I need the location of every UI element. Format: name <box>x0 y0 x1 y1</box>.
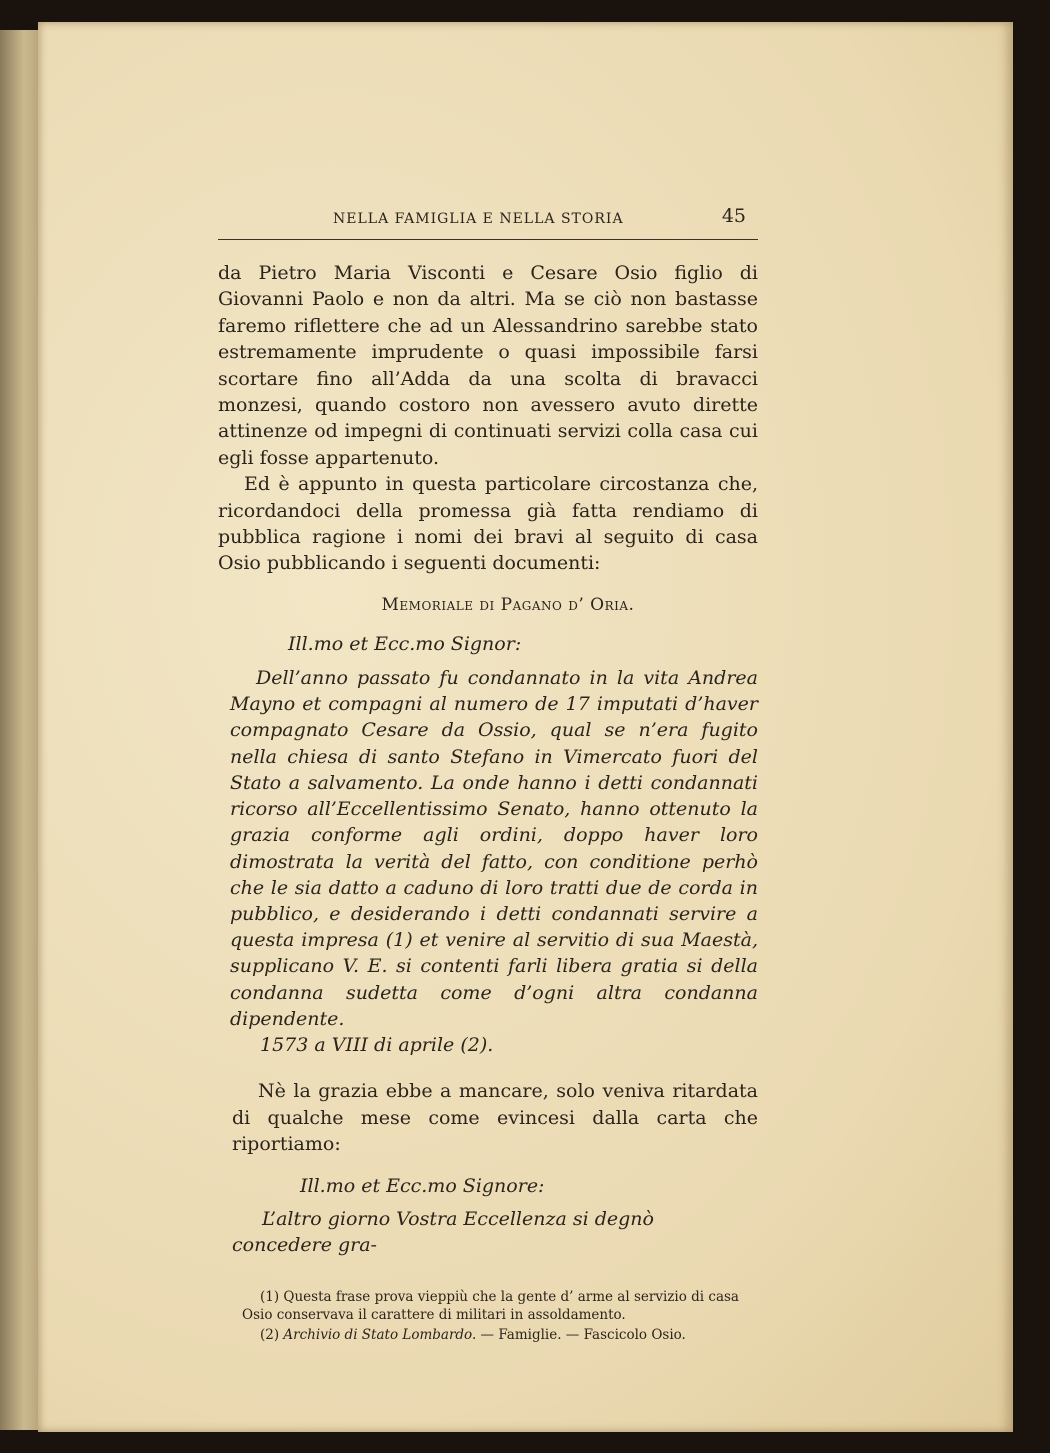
paragraph-1: da Pietro Maria Visconti e Cesare Osio figlio di Giovanni Paolo e non da altri. Ma se ciò non bastasse faremo riflettere che ad un Alessandrino sarebbe stato estremamente imprudente o quasi impossibile farsi scortare fino all’Adda da una scolta di bravacci monzesi, quando costoro non avessero avuto dirette attinenze od impegni di continuati servizi colla casa cui egli fosse appartenuto. <box>218 262 758 469</box>
second-letter-first-line: L’altro giorno Vostra Eccellenza si degnò concedere gra- <box>232 1207 654 1256</box>
footnote-1: (1) Questa frase prova vieppiù che la gente d’ arme al servizio di casa Osio conservava il carattere di militari in assoldamento. <box>242 1288 739 1323</box>
footnotes <box>218 1288 758 1344</box>
section-title: Memoriale di Pagano d’ Oria. <box>381 594 635 615</box>
second-letter <box>218 1173 758 1258</box>
footnote-2 <box>242 1326 758 1344</box>
second-letter-salutation: Ill.mo et Ecc.mo Signore: <box>300 1175 545 1198</box>
paragraph-3: Nè la grazia ebbe a mancare, solo veniva ritardata di qualche mese come evincesi dalla carta che riportiamo: <box>232 1080 758 1155</box>
page-number: 45 <box>721 205 746 227</box>
footnote-2-source: Archivio di Stato Lombardo. <box>283 1326 477 1343</box>
paragraph-2: Ed è appunto in questa particolare circostanza che, ricordandoci della promessa già fatta rendiamo di pubblica ragione i nomi dei bravi al seguito di casa Osio pubblicando i seguenti documenti: <box>218 473 758 575</box>
footnote-2-rest: — Famiglie. — Fascicolo Osio. <box>480 1326 686 1343</box>
left-page-edge <box>0 30 40 1430</box>
running-title: NELLA FAMIGLIA E NELLA STORIA <box>333 211 624 227</box>
page-content <box>218 205 758 1344</box>
memorial-body: Dell’anno passato fu condannato in la vita Andrea Mayno et compagni al numero de 17 imputati d’haver compagnato Cesare da Ossio, qual se n’era fugito nella chiesa di santo Stefano in Vimercato fuori del Stato a salvamento. La onde hanno i detti condannati ricorso all’Eccellentissimo Senato, hanno ottenuto la grazia conforme agli ordini, doppo haver loro dimostrata la verità del fatto, con conditione perhò che le sia datto a caduno di loro tratti due de corda in pubblico, e desiderando i detti condannati servire a questa impresa (1) et venire al servitio di sua Maestà, supplicano V. E. si contenti farli libera gratia si della condanna sudetta come d’ogni altra condanna dipendente. <box>230 667 758 1030</box>
body-text <box>218 260 758 577</box>
memorial-letter <box>218 631 758 1058</box>
memorial-date: 1573 a VIII di aprile (2). <box>260 1033 494 1056</box>
footnote-2-number: (2) <box>260 1326 280 1343</box>
running-header <box>218 205 758 240</box>
paragraph-3-block <box>218 1078 758 1157</box>
memorial-salutation: Ill.mo et Ecc.mo Signor: <box>288 632 522 655</box>
